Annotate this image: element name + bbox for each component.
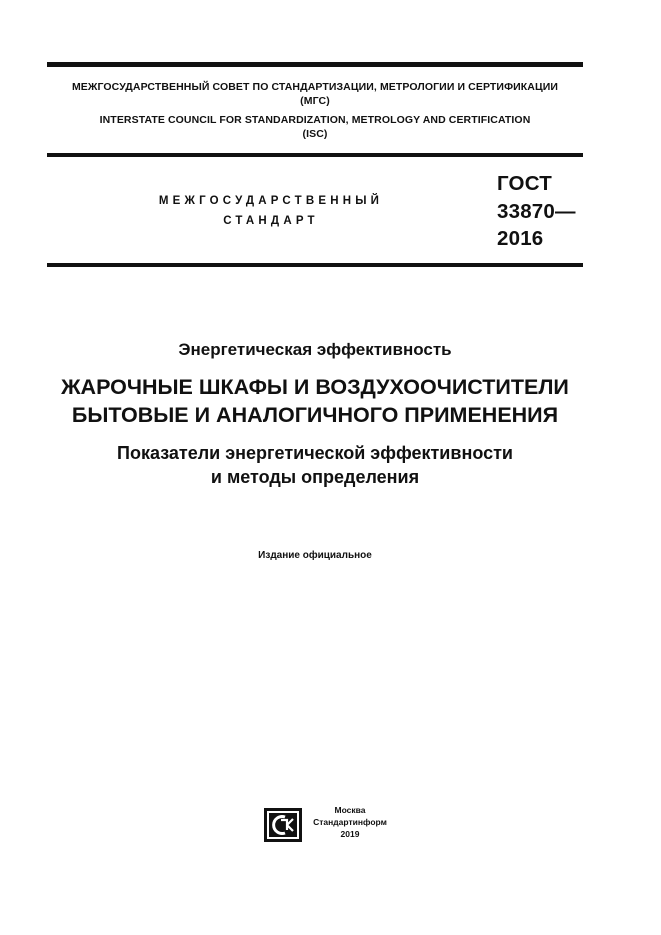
- main-title-line2: БЫТОВЫЕ И АНАЛОГИЧНОГО ПРИМЕНЕНИЯ: [71, 403, 559, 427]
- council-en: [47, 113, 583, 141]
- council-ru: [47, 80, 583, 108]
- sub-title-line2: и методы определения: [210, 467, 420, 487]
- sub-title-line1: Показатели энергетической эффективности: [117, 443, 513, 463]
- gost-year: 2016: [497, 227, 544, 250]
- gost-designation: [497, 170, 576, 253]
- publisher-text: [310, 804, 390, 840]
- publisher-year: 2019: [340, 829, 360, 839]
- lower-rule: [47, 263, 583, 267]
- edition-note: Издание официальное: [258, 550, 372, 561]
- standard-type-line2: СТАНДАРТ: [223, 215, 319, 227]
- main-title: [47, 373, 583, 429]
- standard-type: [140, 191, 402, 231]
- gost-label: ГОСТ: [497, 172, 552, 195]
- standard-type-line1: МЕЖГОСУДАРСТВЕННЫЙ: [158, 195, 384, 207]
- council-en-abbr: (ISC): [302, 128, 328, 140]
- publisher-city: Москва: [334, 805, 366, 815]
- middle-rule: [47, 153, 583, 157]
- main-title-line1: ЖАРОЧНЫЕ ШКАФЫ И ВОЗДУХООЧИСТИТЕЛИ: [61, 375, 569, 399]
- top-rule: [47, 62, 583, 67]
- council-en-name: INTERSTATE COUNCIL FOR STANDARDIZATION, METROLOGY AND CERTIFICATION: [99, 114, 531, 126]
- sub-title: [47, 441, 583, 489]
- publisher-name: Стандартинформ: [313, 817, 387, 827]
- council-ru-name: МЕЖГОСУДАРСТВЕННЫЙ СОВЕТ ПО СТАНДАРТИЗАЦИИ, МЕТРОЛОГИИ И СЕРТИФИКАЦИИ: [71, 81, 559, 93]
- standartinform-logo-icon: [264, 808, 302, 842]
- gost-number: 33870—: [497, 199, 576, 223]
- subject-heading: Энергетическая эффективность: [178, 340, 452, 359]
- council-ru-abbr: (МГС): [300, 95, 330, 107]
- publisher-block: [264, 804, 387, 846]
